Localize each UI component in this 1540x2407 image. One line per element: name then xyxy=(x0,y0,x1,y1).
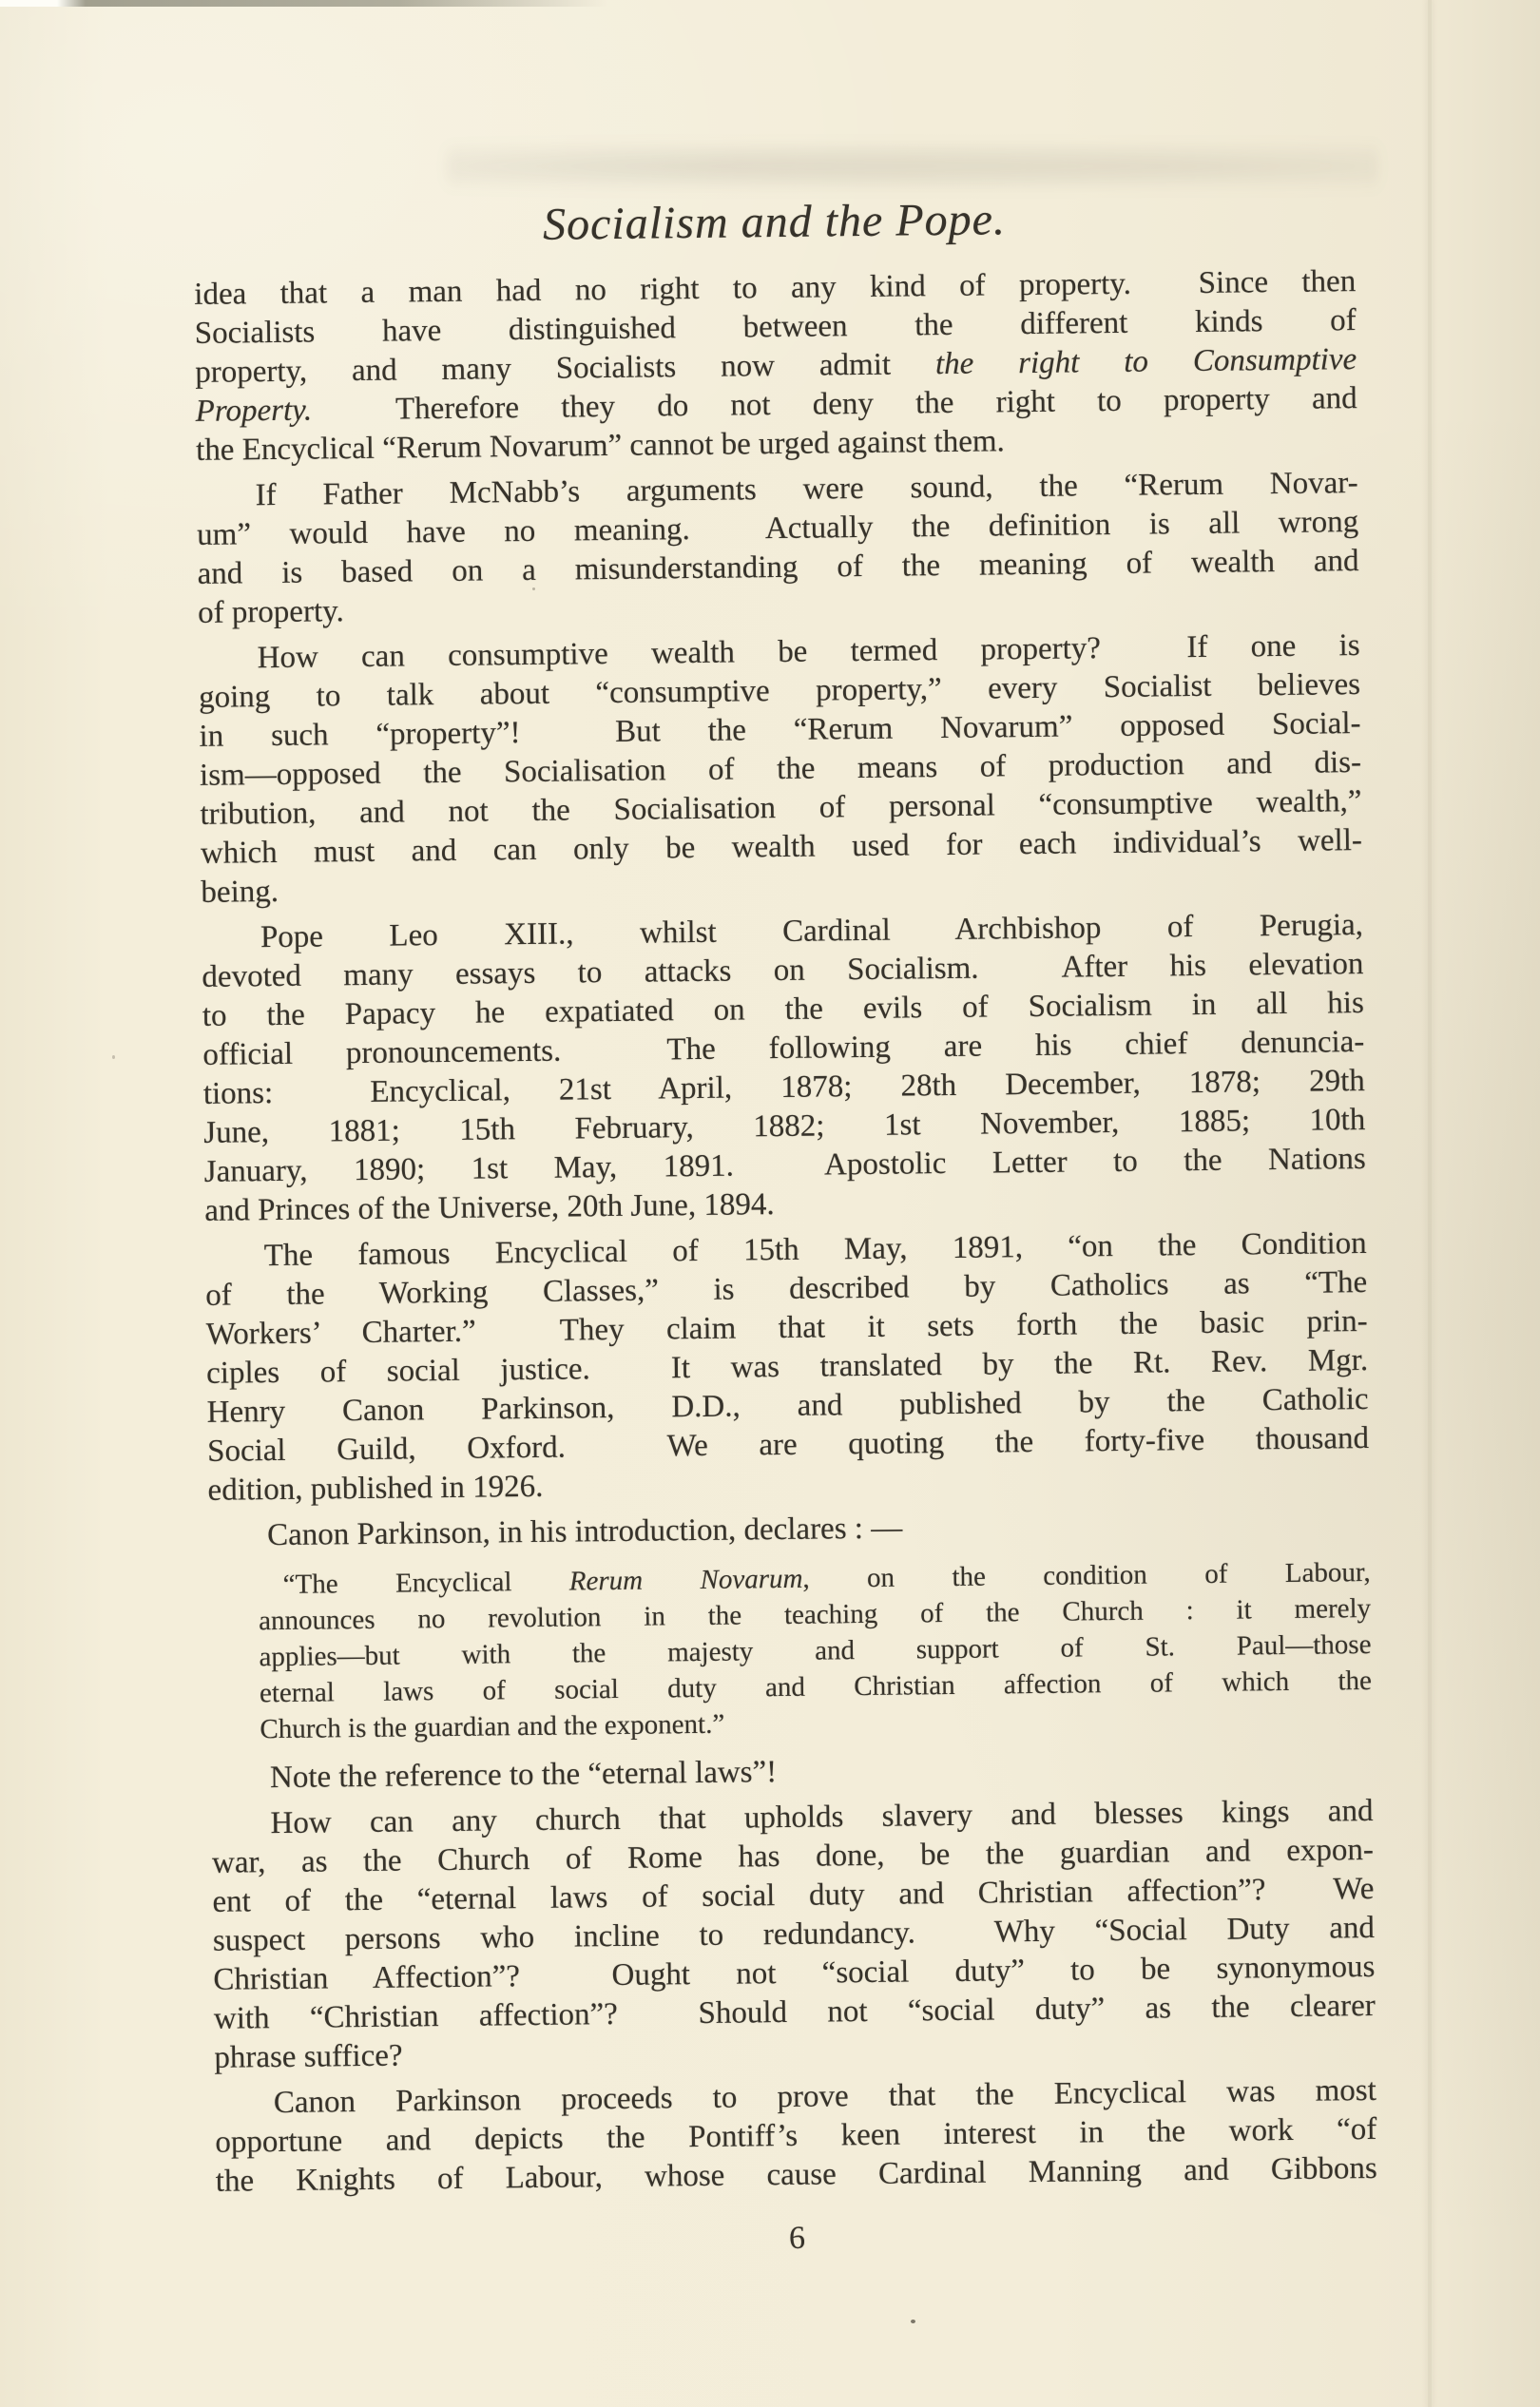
text-segment: If Father McNabb’s arguments were sound, the “Rerum Novar- xyxy=(255,466,1358,513)
text-segment: being. xyxy=(201,875,279,911)
text-segment: tions: Encyclical, 21st April, 1878; 28th December, 1878; 29th xyxy=(202,1064,1365,1112)
text-segment: Henry Canon Parkinson, D.D., and published by the Catholic xyxy=(206,1382,1369,1431)
page-number: 6 xyxy=(788,2220,806,2256)
text-segment: “The Encyclical xyxy=(282,1566,569,1601)
text-segment: The famous Encyclical of 15th May, 1891, “on the Condition xyxy=(263,1226,1367,1274)
text-segment: tribution, and not the Socialisation of personal “consumptive wealth,” xyxy=(200,784,1362,833)
text-segment: official pronouncements. The following are his chief denuncia- xyxy=(202,1025,1365,1073)
text-segment: idea that a man had no right to any kind of property. Since then xyxy=(194,264,1357,313)
text-segment: Social Guild, Oxford. We are quoting the forty-five thousand xyxy=(206,1421,1370,1470)
text-segment: and is based on a misunderstanding of the meaning of wealth and xyxy=(197,544,1359,592)
text-segment: announces no revolution in the teaching of the Church : it merely xyxy=(258,1593,1372,1637)
text-segment: which must and can only be wealth used for each individual’s well- xyxy=(200,823,1363,872)
text-segment: Workers’ Charter.” They claim that it sets forth the basic prin- xyxy=(205,1304,1368,1353)
text-segment: war, as the Church of Rome has done, be the guardian and expon- xyxy=(211,1833,1375,1881)
text-segment: the Encyclical “Rerum Novarum” cannot be urged against them. xyxy=(195,424,1005,469)
page-content xyxy=(193,189,1377,2208)
text-line xyxy=(211,1746,1373,1799)
page-title: Socialism and the Pope. xyxy=(542,194,1007,250)
text-segment: Therefore they do not deny the right to property and xyxy=(311,381,1357,428)
text-segment: edition, published in 1926. xyxy=(207,1470,544,1509)
text-segment: How can consumptive wealth be termed property? If one is xyxy=(257,628,1360,676)
text-segment: Christian Affection”? Ought not “social duty” to be synonymous xyxy=(213,1950,1376,1997)
text-segment: going to talk about “consumptive property,” every Socialist believes xyxy=(198,667,1361,716)
paragraph xyxy=(196,464,1359,633)
text-segment: to the Papacy he expatiated on the evils of Socialism in all his xyxy=(202,986,1365,1034)
text-segment: Note the reference to the “eternal laws”! xyxy=(269,1755,778,1796)
paragraph xyxy=(211,1792,1376,2078)
paragraph xyxy=(208,1504,1370,1556)
text-segment: with “Christian affection”? Should not “social duty” as the clearer xyxy=(213,1989,1376,2036)
text-segment: Socialists have distinguished between the different kinds of xyxy=(194,303,1357,352)
italic-text-segment: the right to Consumptive xyxy=(934,342,1357,382)
text-segment: ent of the “eternal laws of social duty and Christian affection”? We xyxy=(212,1872,1375,1920)
text-segment: devoted many essays to attacks on Socialism. After his elevation xyxy=(202,947,1364,995)
italic-text-segment: Rerum Novarum xyxy=(568,1563,803,1597)
paragraph xyxy=(211,1746,1373,1799)
text-segment: How can any church that upholds slavery and blesses kings and xyxy=(270,1794,1374,1841)
text-segment: , on the condition of Labour, xyxy=(802,1557,1371,1594)
text-segment: ism—opposed the Socialisation of the means of production and dis- xyxy=(199,745,1362,794)
paragraph xyxy=(194,262,1357,471)
text-segment: suspect persons who incline to redundancy. Why “Social Duty and xyxy=(212,1911,1376,1958)
quoted-passage xyxy=(258,1554,1372,1747)
text-segment: applies—but with the majesty and support of St. Paul—those xyxy=(259,1629,1372,1673)
text-segment: the Knights of Labour, whose cause Cardinal Manning and Gibbons xyxy=(215,2151,1377,2199)
text-segment: in such “property”! But the “Rerum Novarum” opposed Social- xyxy=(199,706,1361,755)
text-segment: ciples of social justice. It was translated by the Rt. Rev. Mgr. xyxy=(205,1343,1369,1392)
text-segment: January, 1890; 1st May, 1891. Apostolic Letter to the Nations xyxy=(203,1142,1366,1190)
text-segment: opportune and depicts the Pontiff’s keen interest in the work “of xyxy=(215,2112,1377,2160)
text-segment: property, and many Socialists now admit xyxy=(195,347,936,391)
text-segment: of the Working Classes,” is described by Catholics as “The xyxy=(205,1265,1368,1314)
text-segment: um” would have no meaning. Actually the definition is all wrong xyxy=(196,505,1359,553)
text-segment: phrase suffice? xyxy=(214,2038,403,2075)
text-segment: Pope Leo XIII., whilst Cardinal Archbishop of Perugia, xyxy=(260,908,1364,955)
text-segment: Church is the guardian and the exponent.” xyxy=(260,1708,725,1745)
paragraph xyxy=(202,906,1367,1231)
text-segment: Canon Parkinson, in his introduction, declares : — xyxy=(266,1511,903,1553)
text-segment: and Princes of the Universe, 20th June, 1894. xyxy=(204,1187,775,1229)
paragraph xyxy=(198,626,1362,913)
text-line xyxy=(208,1504,1370,1556)
italic-text-segment: Property. xyxy=(195,393,313,430)
text-segment: Canon Parkinson proceeds to prove that the Encyclical was most xyxy=(273,2073,1377,2121)
text-segment: eternal laws of social duty and Christian affection of which the xyxy=(259,1666,1373,1709)
text-segment: June, 1881; 15th February, 1882; 1st November, 1885; 10th xyxy=(203,1103,1366,1151)
text-block xyxy=(194,262,1377,2202)
text-segment: of property. xyxy=(197,594,344,631)
paragraph xyxy=(205,1224,1370,1511)
paragraph xyxy=(215,2071,1377,2202)
